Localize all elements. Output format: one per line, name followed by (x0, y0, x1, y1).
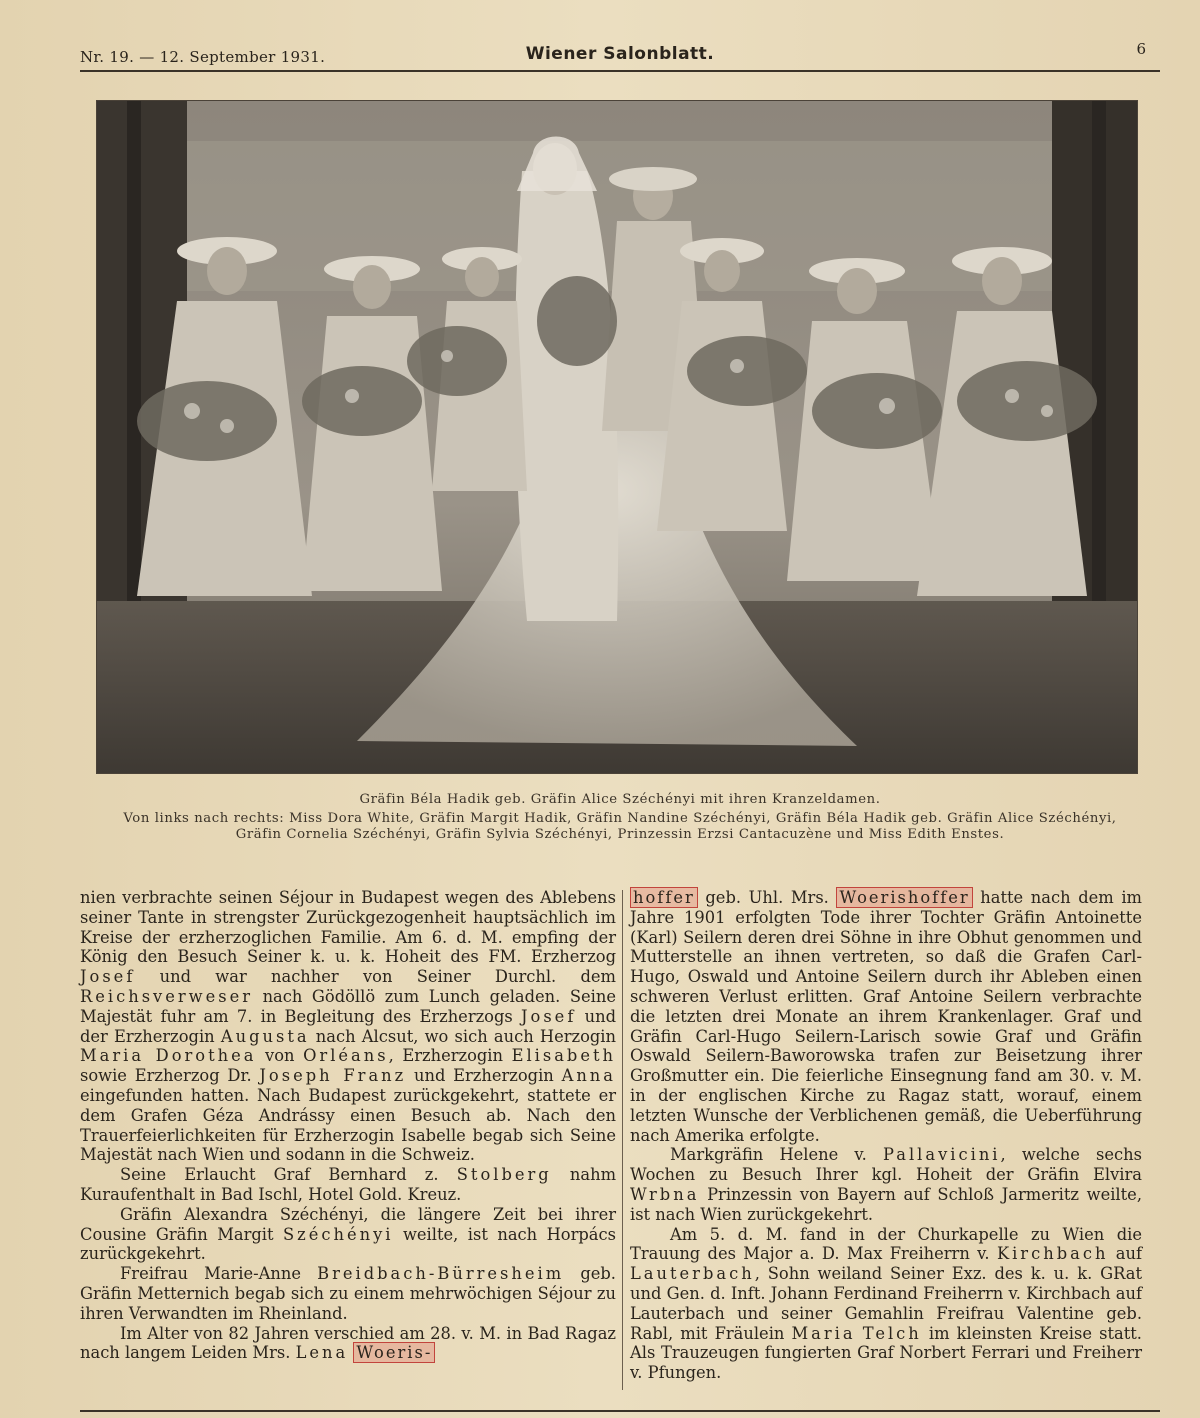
highlighted-name: Woeris- (353, 1342, 435, 1363)
highlighted-name: Woerishoffer (836, 887, 972, 908)
right-paragraph-2: Markgräfin Helene v. Pallavicini, welche sechs Wochen zu Besuch Ihrer kgl. Hoheit der Gräfin Elvira Wrbna Prinzessin von Bayern auf Schloß Jarmeritz weilte, ist nach Wien zurückgekehrt. (630, 1145, 1142, 1224)
left-paragraph-2: Seine Erlaucht Graf Bernhard z. Stolberg nahm Kuraufenthalt in Bad Ischl, Hotel Gold. Kreuz. (80, 1165, 617, 1204)
column-divider (622, 890, 623, 1390)
footer-rule (80, 1410, 1160, 1412)
newspaper-title: Wiener Salonblatt. (525, 44, 715, 64)
issue-date: Nr. 19. — 12. September 1931. (80, 48, 326, 66)
left-paragraph-5: Im Alter von 82 Jahren verschied am 28. v. M. in Bad Ragaz nach langem Leiden Mrs. Lena Woeris- (80, 1323, 616, 1363)
left-paragraph-4: Freifrau Marie-Anne Breidbach-Bürresheim geb. Gräfin Metternich begab sich zu einem mehrwöchigen Séjour zu ihren Verwandten im Rheinland. (80, 1264, 616, 1323)
right-paragraph-1: hoffer geb. Uhl. Mrs. Woerishoffer hatte nach dem im Jahre 1901 erfolgten Tode ihrer Tochter Gräfin Antoinette (Karl) Seilern deren drei Söhne in ihre Obhut genommen und Mutterstelle an ihnen vertreten, so daß die Grafen Carl-Hugo, Oswald und Antoine Seilern durch ihr Ableben einen schweren Verlust erlitten. Graf Antoine Seilern verbrachte die letzten drei Monate an ihrem Krankenlager. Graf und Gräfin Carl-Hugo Seilern-Larisch sowie Graf und Gräfin Oswald Seilern-Baworowska trafen zur Beisetzung ihrer Großmutter ein. Die feierliche Einsegnung fand am 30. v. M. in der englischen Kirche zu Ragaz statt, worauf, einem letzten Wunsche der Verblichenen gemäß, die Ueberführung nach Amerika erfolgte. (630, 888, 1142, 1145)
highlighted-name: hoffer (630, 887, 698, 908)
left-column (80, 888, 616, 1363)
left-paragraph-3: Gräfin Alexandra Széchényi, die längere Zeit bei ihrer Cousine Gräfin Margit Széchényi weilte, ist nach Horpács zurückgekehrt. (80, 1204, 616, 1264)
right-column (630, 888, 1142, 1383)
page-header (80, 40, 1160, 72)
right-paragraph-3: Am 5. d. M. fand in der Churkapelle zu Wien die Trauung des Major a. D. Max Freiherrn v. Kirchbach auf Lauterbach, Sohn weiland Seiner Exz. des k. u. k. GRat und Gen. d. Inft. Johann Ferdinand Freiherrn v. Kirchbach auf Lauterbach und seiner Gemahlin Freifrau Valentine geb. Rabl, mit Fräulein Maria Telch im kleinsten Kreise statt. Als Trauzeugen fungierten Graf Norbert Ferrari und Freiherr v. Pfungen. (630, 1224, 1142, 1383)
photo-caption-title: Gräfin Béla Hadik geb. Gräfin Alice Széchényi mit ihren Kranzeldamen. (359, 792, 881, 807)
header-rule (80, 70, 1160, 72)
wedding-photo (96, 100, 1138, 774)
page-number: 6 (1136, 40, 1146, 58)
left-paragraph-1: nien verbrachte seinen Séjour in Budapest wegen des Ablebens seiner Tante in strengster Zurückgezogenheit hauptsächlich im Kreise der erzherzoglichen Familie. Am 6. d. M. empfing der König den Besuch Seiner k. u. k. Hoheit des FM. Erzherzog Josef und war nachher von Seiner Durchl. dem Reichsverweser nach Gödöllö zum Lunch geladen. Seine Majestät fuhr am 7. in Begleitung des Erzherzogs Josef und der Erzherzogin Augusta nach Alcsut, wo sich auch Herzogin Maria Dorothea von Orléans, Erzherzogin Elisabeth sowie Erzherzog Dr. Joseph Franz und Erzherzogin Anna eingefunden hatten. Nach Budapest zurückgekehrt, stattete er dem Grafen Géza Andrássy einen Besuch ab. Nach den Trauerfeierlichkeiten für Erzherzogin Isabelle begab sich Seine Majestät nach Wien und sodann in die Schweiz. (80, 888, 617, 1165)
photo-caption-body: Von links nach rechts: Miss Dora White, Gräfin Margit Hadik, Gräfin Nandine Széchényi, Gräfin Béla Hadik geb. Gräfin Alice Széchényi, Gräfin Cornelia Széchényi, Gräfin Sylvia Széchényi, Prinzessin Erzsi Cantacuzène und Miss Edith Enstes. (123, 811, 1117, 842)
